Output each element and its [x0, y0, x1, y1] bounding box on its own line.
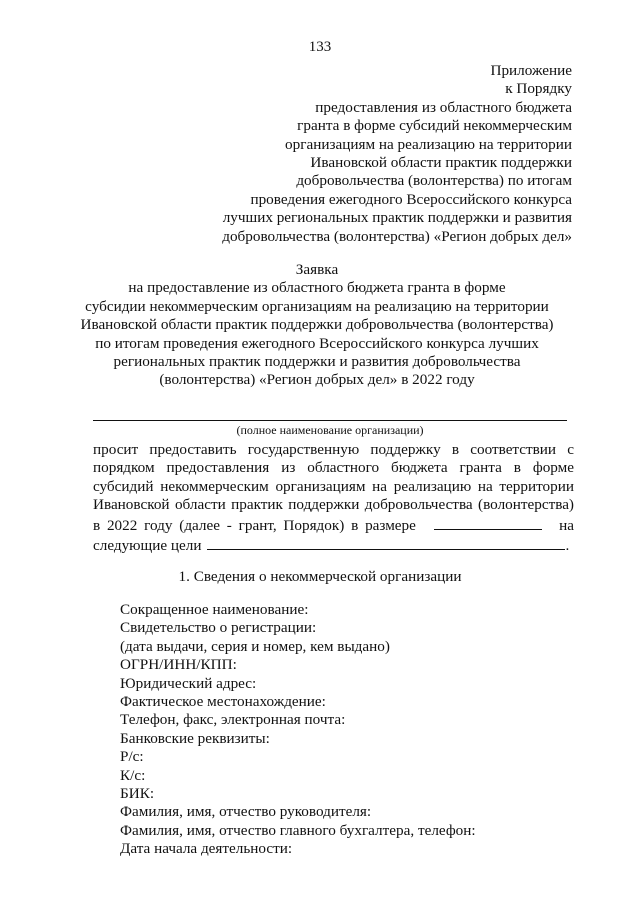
- application-title-line: на предоставление из областного бюджета гранта в форме: [128, 279, 506, 297]
- paragraph-line: просит предоставить государственную поддержку в соответствии с: [93, 441, 574, 458]
- appendix-line: организациям на реализацию на территории: [285, 135, 572, 153]
- paragraph-line-goals: [93, 535, 574, 555]
- field-registration-certificate: Свидетельство о регистрации:: [120, 619, 317, 637]
- field-contacts: Телефон, факс, электронная почта:: [120, 711, 346, 729]
- field-accountant-name: Фамилия, имя, отчество главного бухгалтера, телефон:: [120, 821, 476, 839]
- appendix-line: Ивановской области практик поддержки: [310, 154, 572, 172]
- page-number: 133: [308, 39, 332, 55]
- field-legal-address: Юридический адрес:: [120, 674, 257, 692]
- field-ogrn-inn-kpp: ОГРН/ИНН/КПП:: [120, 656, 237, 674]
- field-bank-details: Банковские реквизиты:: [120, 729, 270, 747]
- request-paragraph: [93, 441, 574, 555]
- appendix-line: предоставления из областного бюджета: [315, 98, 572, 116]
- application-title-line: Ивановской области практик поддержки добровольчества (волонтерства): [80, 316, 554, 334]
- org-info-fields: [120, 601, 600, 859]
- goals-label: следующие цели: [93, 537, 202, 555]
- amount-label: в 2022 году (далее - грант, Порядок) в размере: [93, 516, 416, 534]
- field-actual-location: Фактическое местонахождение:: [120, 693, 326, 711]
- application-title-line: по итогам проведения ежегодного Всероссийского конкурса лучших: [95, 334, 539, 352]
- paragraph-line-amount: [93, 515, 574, 535]
- organization-name-field[interactable]: [93, 420, 567, 421]
- appendix-line: Приложение: [490, 62, 572, 79]
- application-title-line: субсидии некоммерческим организациям на реализацию на территории: [85, 297, 549, 315]
- appendix-block: [132, 62, 572, 246]
- application-heading: Заявка: [295, 261, 339, 278]
- application-title-block: [60, 261, 574, 390]
- goals-period: .: [565, 537, 570, 555]
- paragraph-line: субсидий некоммерческим организациям на реализацию на территории: [93, 477, 574, 495]
- appendix-line: добровольчества (волонтерства) «Регион добрых дел»: [222, 227, 572, 245]
- field-correspondent-account: К/с:: [120, 766, 146, 784]
- section-title-org-info: 1. Сведения о некоммерческой организации: [178, 568, 462, 585]
- organization-name-caption: (полное наименование организации): [236, 423, 424, 437]
- field-director-name: Фамилия, имя, отчество руководителя:: [120, 803, 372, 821]
- goals-field[interactable]: [207, 535, 565, 550]
- appendix-line: добровольчества (волонтерства) по итогам: [296, 172, 572, 190]
- paragraph-line: Ивановской области практик поддержки добровольчества (волонтерства): [93, 496, 574, 514]
- appendix-line: гранта в форме субсидий некоммерческим: [297, 117, 572, 135]
- field-bik: БИК:: [120, 785, 155, 803]
- application-title-line: региональных практик поддержки и развития добровольчества: [113, 353, 521, 371]
- field-short-name: Сокращенное наименование:: [120, 601, 309, 618]
- paragraph-line: порядком предоставления из областного бюджета гранта в форме: [93, 459, 574, 477]
- appendix-line: лучших региональных практик поддержки и развития: [222, 209, 572, 227]
- field-registration-hint: (дата выдачи, серия и номер, кем выдано): [120, 637, 390, 655]
- appendix-line: проведения ежегодного Всероссийского конкурса: [250, 190, 572, 208]
- field-start-date: Дата начала деятельности:: [120, 840, 293, 858]
- amount-suffix: на: [559, 516, 574, 534]
- application-title-line: (волонтерства) «Регион добрых дел» в 2022 году: [159, 371, 475, 389]
- field-settlement-account: Р/с:: [120, 748, 144, 766]
- grant-amount-field[interactable]: [434, 515, 542, 530]
- appendix-line: к Порядку: [505, 80, 572, 98]
